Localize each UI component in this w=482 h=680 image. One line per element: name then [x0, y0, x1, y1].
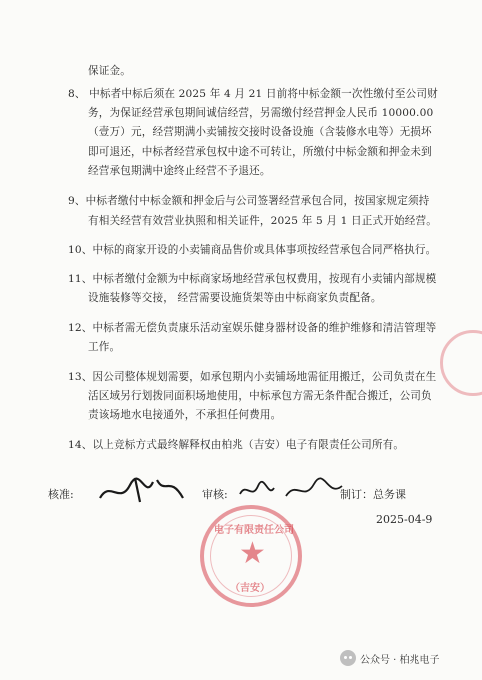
text-line: 9、中标者缴付中标金额和押金后与公司签署经营承包合同，按国家规定须持 [68, 195, 430, 207]
text-line: 8、 中标者中标后须在 2025 年 4 月 21 日前将中标金额一次性缴付至公司财 [68, 88, 438, 100]
watermark-text: 公众号 · 柏兆电子 [360, 654, 440, 666]
text-line: 保证金。 [88, 65, 131, 77]
signature-approver [95, 470, 190, 510]
text-line: 工作。 [88, 341, 121, 353]
text-line: 活区域另行划拨同面积场地使用，中标承包方需无条件配合搬迁，公司负 [88, 390, 432, 402]
seal-text: 电子有限责任公司 [214, 525, 294, 536]
document-date: 2025-04-9 [376, 513, 433, 526]
text-line: 责该场地水电接通外，不承担任何费用。 [88, 409, 282, 421]
text-line: 务，为保证经营承包期间诚信经营，另需缴付经营押金人民币 10000.00 [88, 107, 434, 119]
text-line: 12、中标者需无偿负责康乐活动室娱乐健身器材设备的维护维修和清洁管理等 [68, 322, 437, 334]
text-line: 11、中标者缴付金额为中标商家场地经营承包权费用，按现有小卖铺内部规模 [68, 273, 437, 285]
company-seal [200, 505, 302, 607]
text-line: 有相关经营有效营业执照和相关证件，2025 年 5 月 1 日正式开始经营。 [88, 215, 438, 227]
wechat-watermark [340, 650, 440, 666]
text-line: 14、以上竞标方式最终解释权由柏兆（吉安）电子有限责任公司所有。 [68, 439, 405, 451]
text-line: 设施装修等交接， 经营需要设施货架等由中标商家负责配备。 [88, 292, 382, 304]
approve-label: 核准: [48, 488, 74, 501]
signature-reviewer [238, 476, 348, 506]
edge-seal [440, 330, 482, 396]
text-line: 13、因公司整体规划需要，如承包期内小卖铺场地需征用搬迁，公司负责在生 [68, 371, 437, 383]
text-line: 即可退还，中标者经营承包权中途不可转让，所缴付中标金额和押金未到 [88, 146, 432, 158]
text-line: （壹万）元，经营期满小卖铺按交接时设备设施（含装修水电等）无损坏 [88, 126, 432, 138]
text-line: 经营承包期满中途终止经营不予退还。 [88, 165, 271, 177]
prepared-by: 制订：总务课 [340, 488, 406, 501]
text-line: 10、中标的商家开设的小卖铺商品售价或具体事项按经营承包合同严格执行。 [68, 244, 437, 256]
review-label: 审核: [202, 488, 228, 501]
seal-text-bottom: （吉安） [230, 583, 270, 594]
star-icon: ★ [239, 536, 266, 571]
wechat-icon [340, 650, 356, 666]
